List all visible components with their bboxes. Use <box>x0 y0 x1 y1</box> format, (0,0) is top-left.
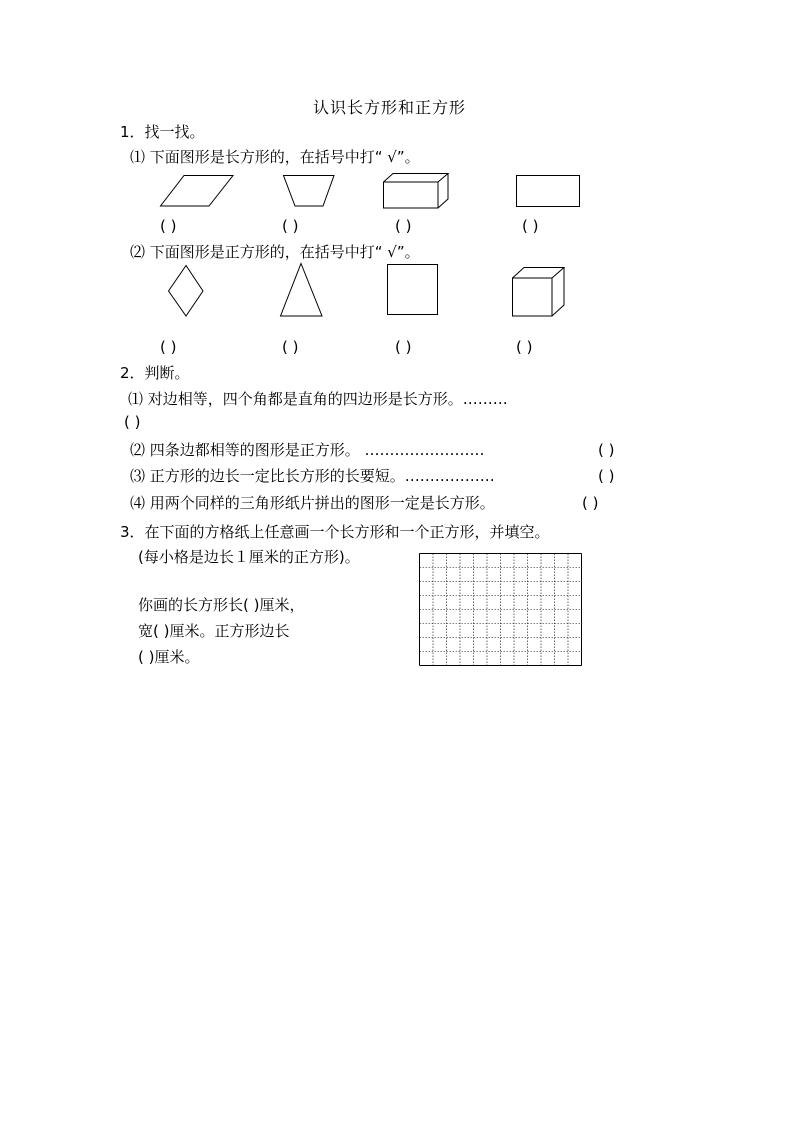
q2-item-2-answer[interactable]: ( ) <box>598 441 615 459</box>
q1-sub1-answer-2[interactable]: ( ) <box>282 217 299 235</box>
q2-item-4-answer[interactable]: ( ) <box>582 494 599 512</box>
q1-sub2-answer-2[interactable]: ( ) <box>282 338 299 356</box>
q2-heading: 2．判断。 <box>120 364 190 382</box>
q2-item-1-text: ⑴ 对边相等，四个角都是直角的四边形是长方形。……… <box>128 390 508 408</box>
q3-fill-line-2[interactable]: 宽( )厘米。正方形边长 <box>138 622 290 640</box>
q3-heading: 3．在下面的方格纸上任意画一个长方形和一个正方形，并填空。 <box>120 523 550 541</box>
q2-item-4-text: ⑷ 用两个同样的三角形纸片拼出的图形一定是长方形。 <box>130 494 495 512</box>
q1-sub1-answer-1[interactable]: ( ) <box>160 217 177 235</box>
q1-sub2-text: ⑵ 下面图形是正方形的，在括号中打“ √”。 <box>130 243 420 261</box>
q1-sub2-answer-1[interactable]: ( ) <box>160 338 177 356</box>
page-title: 认识长方形和正方形 <box>313 98 467 117</box>
q3-fill-line-3[interactable]: ( )厘米。 <box>138 648 200 666</box>
grid-paper[interactable] <box>419 553 582 666</box>
triangle-icon <box>280 263 324 317</box>
cuboid-icon <box>383 173 449 209</box>
q2-item-2-text: ⑵ 四条边都相等的图形是正方形。 …………………… <box>130 441 485 459</box>
q1-sub1-answer-4[interactable]: ( ) <box>522 217 539 235</box>
rectangle-icon <box>516 175 580 207</box>
parallelogram-icon <box>160 175 235 207</box>
q1-sub1-text: ⑴ 下面图形是长方形的，在括号中打“ √”。 <box>130 148 420 166</box>
cube-icon <box>512 267 565 317</box>
q2-item-1-answer[interactable]: ( ) <box>124 413 141 431</box>
square-icon <box>387 264 438 315</box>
trapezoid-icon <box>283 175 335 207</box>
rhombus-icon <box>168 265 204 317</box>
q3-note: (每小格是边长１厘米的正方形)。 <box>138 548 360 566</box>
q2-item-3-answer[interactable]: ( ) <box>598 467 615 485</box>
q1-heading: 1．找一找。 <box>120 123 205 141</box>
q2-item-3-text: ⑶ 正方形的边长一定比长方形的长要短。……………… <box>130 467 495 485</box>
q1-sub2-answer-4[interactable]: ( ) <box>516 338 533 356</box>
q3-fill-line-1[interactable]: 你画的长方形长( )厘米， <box>138 596 305 614</box>
q1-sub2-answer-3[interactable]: ( ) <box>395 338 412 356</box>
q1-sub1-answer-3[interactable]: ( ) <box>395 217 412 235</box>
